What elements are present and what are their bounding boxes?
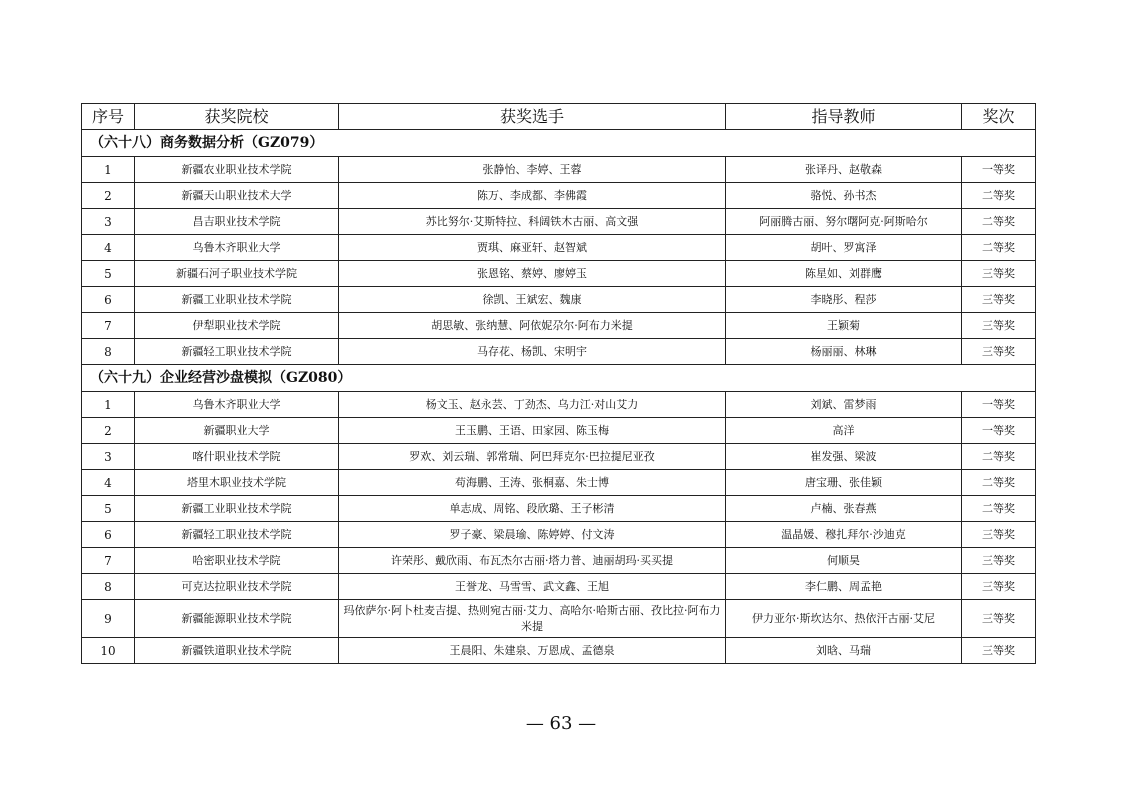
table-row	[82, 600, 1036, 638]
cell-award: 一等奖	[962, 392, 1036, 418]
cell-no: 5	[82, 496, 135, 522]
cell-players: 张静怡、李婷、王蓉	[339, 157, 726, 183]
cell-award: 三等奖	[962, 548, 1036, 574]
cell-no: 10	[82, 638, 135, 664]
table-row	[82, 235, 1036, 261]
table-row	[82, 183, 1036, 209]
table-row	[82, 522, 1036, 548]
table-row	[82, 261, 1036, 287]
cell-teachers: 崔发强、梁波	[726, 444, 962, 470]
cell-teachers: 胡叶、罗寓泽	[726, 235, 962, 261]
cell-teachers: 陈星如、刘群鹰	[726, 261, 962, 287]
header-no: 序号	[82, 104, 135, 130]
cell-no: 9	[82, 600, 135, 638]
cell-school: 乌鲁木齐职业大学	[135, 235, 339, 261]
cell-players: 张恩铭、蔡婷、廖婷玉	[339, 261, 726, 287]
cell-players: 王晨阳、朱建泉、万恩成、孟德泉	[339, 638, 726, 664]
section-title: （六十九）企业经营沙盘模拟（GZ080）	[82, 365, 1036, 392]
cell-award: 三等奖	[962, 339, 1036, 365]
table-row	[82, 638, 1036, 664]
cell-school: 新疆石河子职业技术学院	[135, 261, 339, 287]
cell-no: 8	[82, 574, 135, 600]
cell-players: 许荣彤、戴欣雨、布瓦杰尔古丽·塔力普、迪丽胡玛·买买提	[339, 548, 726, 574]
cell-award: 二等奖	[962, 470, 1036, 496]
cell-award: 一等奖	[962, 157, 1036, 183]
cell-teachers: 卢楠、张春燕	[726, 496, 962, 522]
table-row	[82, 313, 1036, 339]
cell-teachers: 高洋	[726, 418, 962, 444]
cell-award: 三等奖	[962, 574, 1036, 600]
cell-award: 三等奖	[962, 600, 1036, 638]
cell-award: 三等奖	[962, 287, 1036, 313]
cell-players: 单志成、周铭、段欣璐、王子彬清	[339, 496, 726, 522]
cell-players: 罗欢、刘云瑞、郭常瑞、阿巴拜克尔·巴拉提尼亚孜	[339, 444, 726, 470]
cell-teachers: 温晶媛、穆扎拜尔·沙迪克	[726, 522, 962, 548]
table-row	[82, 392, 1036, 418]
cell-teachers: 唐宝珊、张佳颖	[726, 470, 962, 496]
cell-no: 7	[82, 548, 135, 574]
cell-no: 1	[82, 392, 135, 418]
cell-no: 7	[82, 313, 135, 339]
cell-school: 哈密职业技术学院	[135, 548, 339, 574]
cell-no: 6	[82, 522, 135, 548]
table-row	[82, 548, 1036, 574]
cell-teachers: 刘斌、雷梦雨	[726, 392, 962, 418]
cell-no: 3	[82, 444, 135, 470]
section-title: （六十八）商务数据分析（GZ079）	[82, 130, 1036, 157]
table-row	[82, 287, 1036, 313]
cell-award: 三等奖	[962, 313, 1036, 339]
cell-teachers: 李晓彤、程莎	[726, 287, 962, 313]
cell-award: 二等奖	[962, 496, 1036, 522]
cell-no: 2	[82, 418, 135, 444]
cell-teachers: 阿丽腾古丽、努尔曙阿克·阿斯哈尔	[726, 209, 962, 235]
page-number: — 63 —	[525, 713, 597, 734]
cell-school: 新疆轻工职业技术学院	[135, 522, 339, 548]
cell-award: 三等奖	[962, 261, 1036, 287]
table-row	[82, 496, 1036, 522]
cell-teachers: 刘晗、马瑞	[726, 638, 962, 664]
cell-no: 6	[82, 287, 135, 313]
cell-school: 新疆职业大学	[135, 418, 339, 444]
cell-school: 昌吉职业技术学院	[135, 209, 339, 235]
cell-no: 4	[82, 470, 135, 496]
cell-award: 二等奖	[962, 183, 1036, 209]
cell-school: 新疆轻工职业技术学院	[135, 339, 339, 365]
cell-teachers: 张译丹、赵敬森	[726, 157, 962, 183]
table-row	[82, 418, 1036, 444]
cell-school: 新疆铁道职业技术学院	[135, 638, 339, 664]
cell-players: 王誉龙、马雪雪、武文鑫、王旭	[339, 574, 726, 600]
section-row	[82, 365, 1036, 392]
table-row	[82, 574, 1036, 600]
cell-players: 罗子豪、梁晨瑜、陈婷婷、付文涛	[339, 522, 726, 548]
cell-players: 马存花、杨凯、宋明宇	[339, 339, 726, 365]
header-row	[82, 104, 1036, 130]
table-row	[82, 339, 1036, 365]
cell-players: 陈万、李成都、李佛霞	[339, 183, 726, 209]
header-award: 奖次	[962, 104, 1036, 130]
cell-players: 徐凯、王斌宏、魏康	[339, 287, 726, 313]
cell-award: 二等奖	[962, 235, 1036, 261]
cell-teachers: 杨丽丽、林琳	[726, 339, 962, 365]
cell-school: 新疆能源职业技术学院	[135, 600, 339, 638]
cell-teachers: 伊力亚尔·斯坎达尔、热依汗古丽·艾尼	[726, 600, 962, 638]
table-row	[82, 209, 1036, 235]
cell-award: 三等奖	[962, 638, 1036, 664]
cell-award: 二等奖	[962, 209, 1036, 235]
cell-no: 8	[82, 339, 135, 365]
cell-players: 杨文玉、赵永芸、丁劲杰、乌力江·对山艾力	[339, 392, 726, 418]
cell-players: 贾琪、麻亚轩、赵智斌	[339, 235, 726, 261]
table-row	[82, 157, 1036, 183]
cell-teachers: 骆悦、孙书杰	[726, 183, 962, 209]
cell-school: 新疆农业职业技术学院	[135, 157, 339, 183]
section-row	[82, 130, 1036, 157]
cell-school: 塔里木职业技术学院	[135, 470, 339, 496]
table-body	[82, 130, 1036, 664]
table-row	[82, 444, 1036, 470]
cell-players: 胡思敏、张纳慧、阿依妮尕尔·阿布力米提	[339, 313, 726, 339]
cell-school: 喀什职业技术学院	[135, 444, 339, 470]
cell-no: 4	[82, 235, 135, 261]
header-school: 获奖院校	[135, 104, 339, 130]
cell-school: 新疆工业职业技术学院	[135, 496, 339, 522]
cell-players: 苏比努尔·艾斯特拉、科阔铁木古丽、高文强	[339, 209, 726, 235]
cell-school: 可克达拉职业技术学院	[135, 574, 339, 600]
cell-school: 新疆天山职业技术大学	[135, 183, 339, 209]
cell-award: 一等奖	[962, 418, 1036, 444]
cell-players: 玛依萨尔·阿卜杜麦吉提、热则宛古丽·艾力、高哈尔·哈斯古丽、孜比拉·阿布力米提	[339, 600, 726, 638]
cell-no: 2	[82, 183, 135, 209]
cell-players: 王玉鹏、王语、田家园、陈玉梅	[339, 418, 726, 444]
cell-school: 新疆工业职业技术学院	[135, 287, 339, 313]
cell-award: 二等奖	[962, 444, 1036, 470]
cell-school: 乌鲁木齐职业大学	[135, 392, 339, 418]
cell-teachers: 王颖菊	[726, 313, 962, 339]
cell-no: 3	[82, 209, 135, 235]
cell-school: 伊犁职业技术学院	[135, 313, 339, 339]
header-teachers: 指导教师	[726, 104, 962, 130]
award-table	[81, 103, 1036, 664]
cell-award: 三等奖	[962, 522, 1036, 548]
header-players: 获奖选手	[339, 104, 726, 130]
cell-teachers: 何顺昊	[726, 548, 962, 574]
cell-teachers: 李仁鹏、周孟艳	[726, 574, 962, 600]
table-row	[82, 470, 1036, 496]
cell-players: 苟海鹏、王涛、张桐嘉、朱士博	[339, 470, 726, 496]
cell-no: 5	[82, 261, 135, 287]
cell-no: 1	[82, 157, 135, 183]
